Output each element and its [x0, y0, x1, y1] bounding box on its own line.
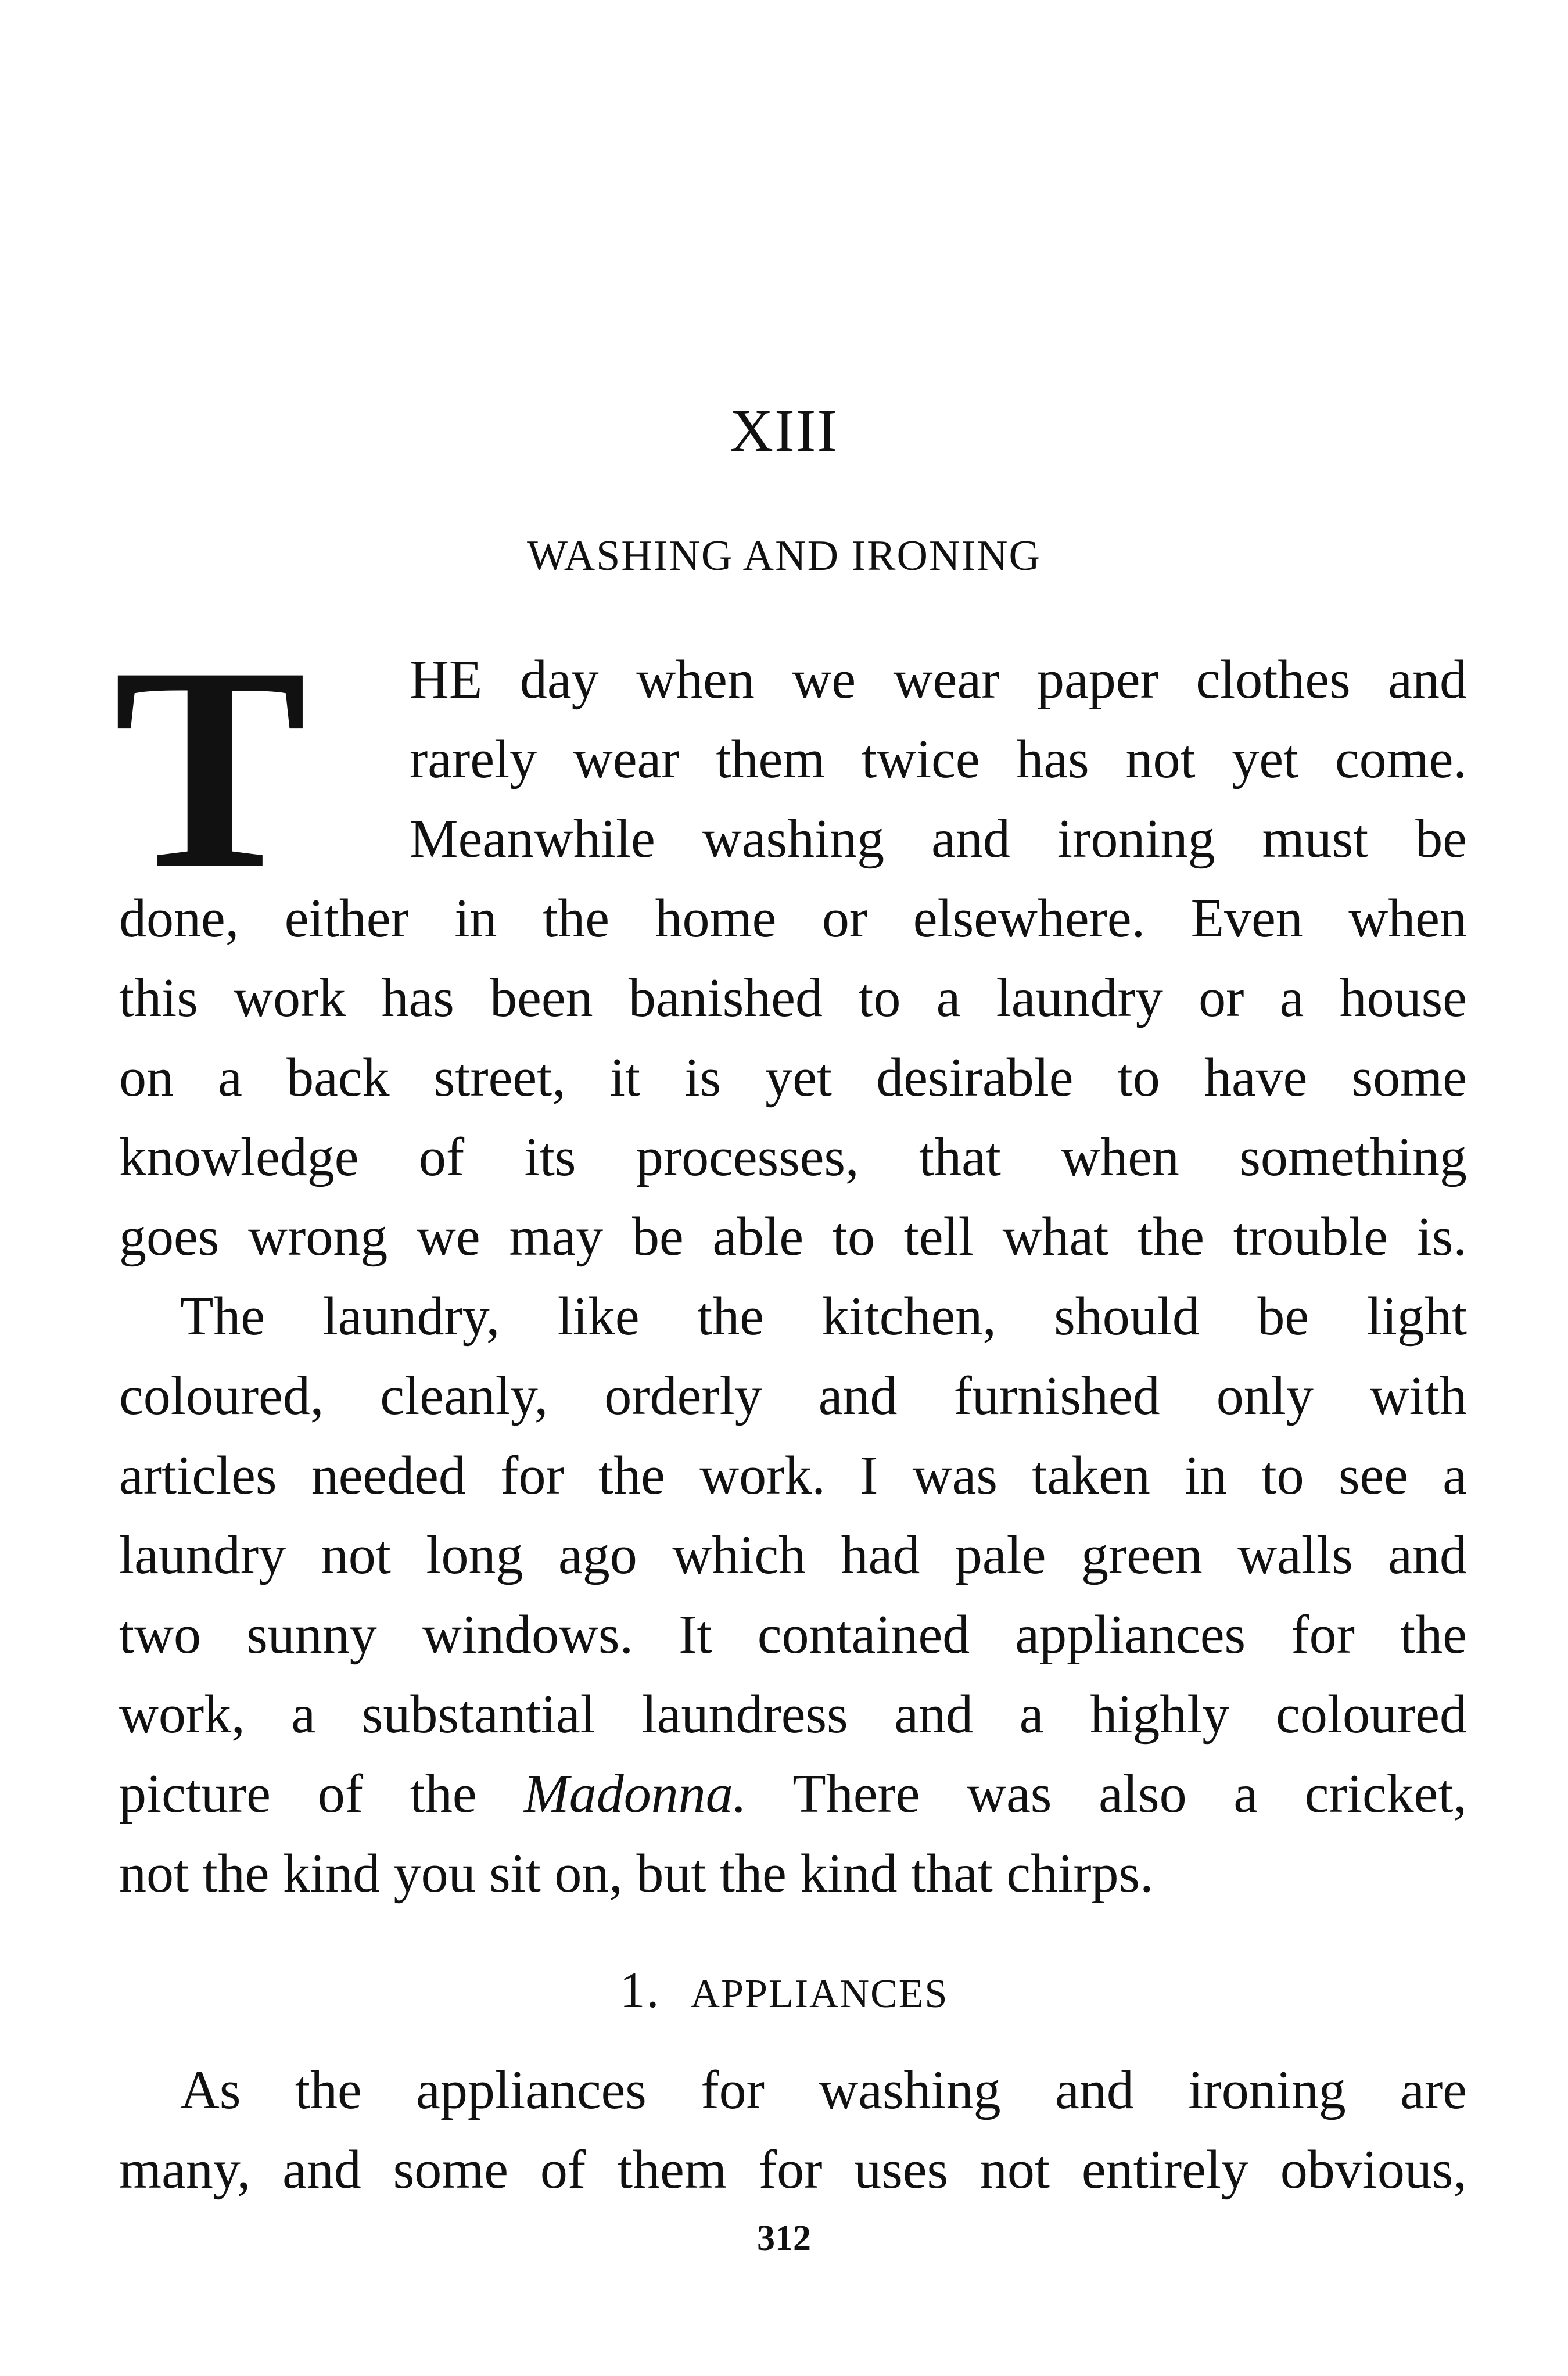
- chapter-number: XIII: [729, 397, 838, 464]
- text-line: two sunny windows. It contained appliances for the: [119, 1605, 1467, 1665]
- text-segment: There was also a cricket,: [747, 1764, 1467, 1824]
- third-paragraph: [119, 2051, 1467, 2210]
- drop-cap-letter: T: [113, 607, 307, 929]
- text-line-with-italic: [119, 1754, 1467, 1834]
- section-number: 1.: [619, 1962, 661, 2019]
- text-line: articles needed for the work. I was taken in to see a: [119, 1445, 1467, 1506]
- section-title: APPLIANCES: [690, 1972, 949, 2016]
- text-line: many, and some of them for uses not entirely obvious,: [119, 2140, 1467, 2200]
- text-line: HE day when we wear paper clothes and: [410, 649, 1467, 710]
- text-line: on a back street, it is yet desirable to have some: [119, 1047, 1467, 1108]
- italic-title: Madonna.: [523, 1764, 747, 1824]
- text-line: rarely wear them twice has not yet come.: [410, 729, 1467, 789]
- second-paragraph: [119, 1277, 1467, 1914]
- text-line: goes wrong we may be able to tell what the trouble is.: [119, 1207, 1467, 1267]
- text-line: coloured, cleanly, orderly and furnished only with: [119, 1366, 1467, 1426]
- text-line: As the appliances for washing and ironing are: [180, 2060, 1467, 2120]
- text-line: not the kind you sit on, but the kind that chirps.: [119, 1843, 1154, 1904]
- text-line: Meanwhile washing and ironing must be: [410, 809, 1467, 869]
- page-number: 312: [757, 2219, 811, 2258]
- text-line: done, either in the home or elsewhere. Even when: [119, 888, 1467, 949]
- text-line: The laundry, like the kitchen, should be light: [180, 1286, 1467, 1347]
- text-line: this work has been banished to a laundry or a house: [119, 968, 1467, 1028]
- text-line: work, a substantial laundress and a highly coloured: [119, 1684, 1467, 1745]
- text-segment: picture of the: [119, 1764, 524, 1824]
- intro-paragraph: [119, 640, 1467, 1277]
- section-heading: [0, 1962, 1568, 2019]
- text-line: laundry not long ago which had pale green walls and: [119, 1525, 1467, 1585]
- text-line: knowledge of its processes, that when something: [119, 1127, 1467, 1187]
- chapter-title: WASHING AND IRONING: [527, 532, 1041, 580]
